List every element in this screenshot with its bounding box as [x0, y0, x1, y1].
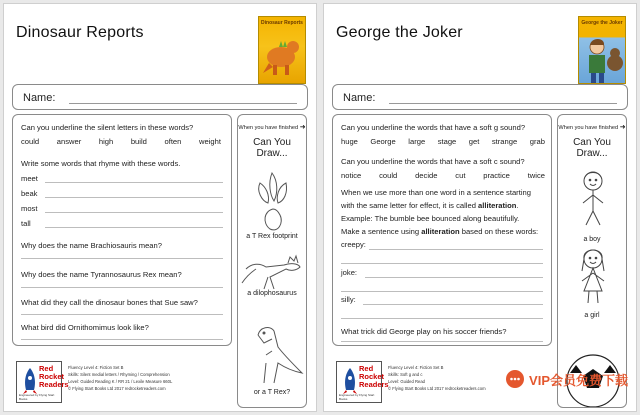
word[interactable]: stage: [437, 137, 457, 146]
word[interactable]: George: [370, 137, 396, 146]
red-rocket-readers-logo: [336, 361, 389, 403]
rhyme-word: beak: [21, 189, 38, 198]
footer-fluency: Fluency Level 4: Fiction Set B: [68, 365, 124, 370]
footer-skills: Skills: Soft g and c: [388, 372, 423, 377]
word[interactable]: strange: [491, 137, 518, 146]
answer-line[interactable]: [365, 277, 543, 278]
word[interactable]: could: [379, 171, 398, 180]
footer-level: Level: Guided Read: [388, 379, 426, 384]
side-instruction: When you have finished ➜: [238, 124, 306, 131]
answer-line[interactable]: [21, 258, 223, 259]
page-title: George the Joker: [336, 24, 463, 41]
word[interactable]: cut: [455, 171, 466, 180]
rocket-icon: [339, 366, 361, 396]
alliteration-word: joke:: [341, 268, 358, 277]
logo-subtitle: Engineered by Flying Start Books: [19, 393, 55, 401]
vip-chat-icon: [505, 369, 525, 389]
alliteration-word: silly:: [341, 295, 356, 304]
alliteration-instruction: Make a sentence using alliteration based on these words:: [341, 227, 539, 236]
question-dinosaur-bones: What did they call the dinosaur bones that Sue saw?: [21, 298, 198, 307]
book-cover-image: [258, 16, 306, 84]
caption-girl: a girl: [584, 312, 600, 319]
dilophosaurus-icon: [242, 256, 300, 289]
word[interactable]: grab: [529, 137, 545, 146]
side-instruction: When you have finished ➜: [558, 124, 626, 131]
word[interactable]: weight: [198, 137, 221, 146]
soft-g-words: [341, 137, 545, 146]
footprint-icon: [259, 173, 287, 230]
answer-line[interactable]: [45, 182, 223, 183]
answer-line[interactable]: [341, 341, 543, 342]
word[interactable]: decide: [415, 171, 438, 180]
footer-fluency: Fluency Level 4: Fiction Set B: [388, 365, 444, 370]
watermark-text: VIP会员免费下载: [529, 372, 628, 388]
cover-title: Dinosaur Reports: [261, 20, 303, 26]
question-rhyme: Write some words that rhyme with these words.: [21, 159, 181, 168]
drawing-prompts: [238, 159, 307, 408]
dinosaur-cover-illustration: [259, 17, 306, 84]
answer-line[interactable]: [363, 304, 543, 305]
logo-subtitle: Engineered by Flying Start Books: [339, 393, 375, 401]
can-you-draw-panel: [237, 114, 307, 408]
soft-c-words: [341, 171, 545, 180]
footer-copyright: © Flying Start Books Ltd 2017 redrocketreaders.com: [388, 386, 486, 391]
answer-line[interactable]: [45, 197, 223, 198]
word[interactable]: could: [21, 137, 40, 146]
arrow-right-icon: ➜: [299, 124, 306, 131]
word[interactable]: notice: [341, 171, 362, 180]
word[interactable]: build: [130, 137, 147, 146]
word[interactable]: answer: [56, 137, 82, 146]
t-rex-icon: [258, 328, 302, 383]
question-soft-c: Can you underline the words that have a soft c sound?: [341, 157, 525, 166]
alliteration-explanation-1: When we use more than one word in a sentence starting: [341, 188, 531, 197]
word[interactable]: twice: [527, 171, 545, 180]
question-silent-letters: Can you underline the silent letters in these words?: [21, 123, 194, 132]
question-soft-g: Can you underline the words that have a soft g sound?: [341, 123, 526, 132]
can-you-draw-panel: [557, 114, 627, 408]
word[interactable]: high: [98, 137, 114, 146]
answer-line[interactable]: [45, 212, 223, 213]
name-field[interactable]: [12, 84, 308, 110]
answer-line[interactable]: [21, 287, 223, 288]
boy-icon: [583, 172, 603, 225]
answer-line[interactable]: [341, 318, 543, 319]
name-input-line[interactable]: [69, 103, 297, 104]
book-cover-image: [578, 16, 626, 84]
rhyme-word: tall: [21, 219, 31, 228]
caption-boy: a boy: [583, 236, 601, 243]
page-title: Dinosaur Reports: [16, 24, 144, 41]
questions-panel: [12, 114, 232, 346]
rhyme-word: most: [21, 204, 38, 213]
question-ornithomimus: What bird did Ornithomimus look like?: [21, 323, 149, 332]
question-george-trick: What trick did George play on his soccer friends?: [341, 327, 507, 336]
logo-text: Red Rocket Readers: [39, 364, 69, 389]
answer-line[interactable]: [341, 291, 543, 292]
arrow-right-icon: ➜: [619, 124, 626, 131]
worksheet-dinosaur-reports: [3, 3, 317, 412]
red-rocket-readers-logo: [16, 361, 69, 403]
footer-copyright: © Flying Start Books Ltd 2017 redrocketreaders.com: [68, 386, 166, 391]
answer-line[interactable]: [21, 314, 223, 315]
alliteration-explanation-2: with the same letter for effect, it is called alliteration.: [341, 201, 519, 210]
name-label: Name:: [343, 92, 376, 104]
alliteration-example: Example: The bumble bee bounced along beautifully.: [341, 214, 520, 223]
answer-line[interactable]: [21, 339, 223, 340]
boy-cover-illustration: [579, 17, 626, 84]
vip-download-watermark[interactable]: [505, 369, 628, 389]
caption-footprint: a T Rex footprint: [246, 233, 298, 240]
alliteration-word: creepy:: [341, 240, 366, 249]
can-you-draw-heading: Can You Draw...: [253, 137, 291, 159]
rhyme-word: meet: [21, 174, 38, 183]
word[interactable]: practice: [483, 171, 510, 180]
name-field[interactable]: [332, 84, 628, 110]
footer-level: Level: Guided Reading K / RR 21 / Lexile Measure 660L: [68, 379, 173, 384]
word[interactable]: get: [468, 137, 480, 146]
question-brachiosaurus: Why does the name Brachiosauris mean?: [21, 241, 162, 250]
caption-t-rex: or a T Rex?: [253, 389, 291, 396]
cover-title: George the Joker: [581, 20, 623, 26]
footer-skills: Skills: Silent medial letters / Rhyming / Comprehension: [68, 372, 170, 377]
girl-icon: [582, 250, 604, 303]
answer-line[interactable]: [369, 249, 543, 250]
name-label: Name:: [23, 92, 56, 104]
word[interactable]: often: [164, 137, 182, 146]
footer: [16, 361, 236, 405]
questions-panel: [332, 114, 552, 346]
name-input-line[interactable]: [389, 103, 617, 104]
silent-letter-words: [21, 137, 221, 146]
worksheet-george-the-joker: [323, 3, 637, 412]
word[interactable]: large: [408, 137, 426, 146]
rocket-icon: [19, 366, 41, 396]
can-you-draw-heading: Can You Draw...: [573, 137, 611, 159]
word[interactable]: huge: [341, 137, 358, 146]
question-tyrannosaurus: Why does the name Tyrannosaurus Rex mean?: [21, 270, 182, 279]
answer-line[interactable]: [341, 263, 543, 264]
logo-text: Red Rocket Readers: [359, 364, 389, 389]
answer-line[interactable]: [45, 227, 223, 228]
caption-dilophosaurus: a dilophosaurus: [247, 290, 297, 297]
